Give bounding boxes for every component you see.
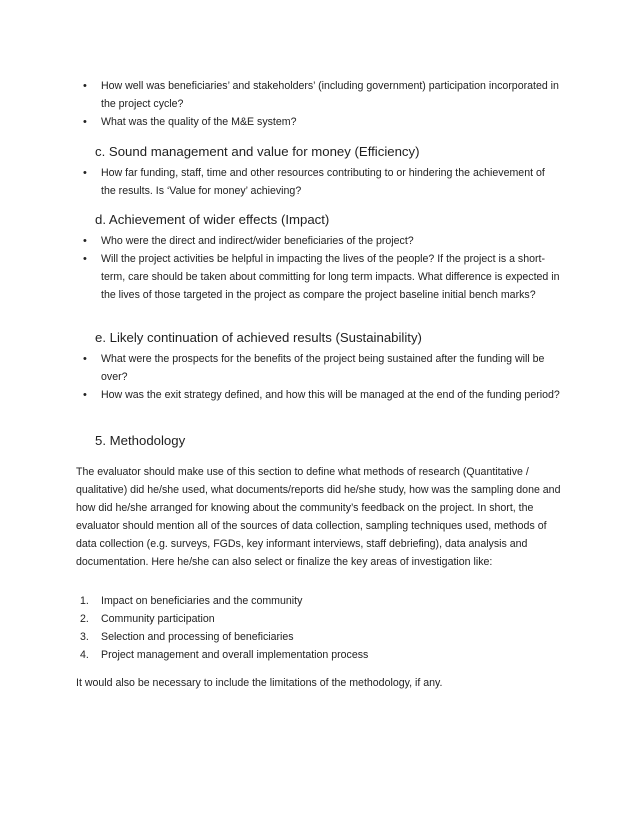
list-item: 4. Project management and overall implementation process (80, 649, 369, 661)
bullet-icon: • (83, 116, 87, 128)
list-item: • Will the project activities be helpful in impacting the lives of the people? If the project is a short-term, care should be taken about committing for long term impacts. What difference is expected in the lives of those targeted in the project as compare the project baseline initial bench marks? (0, 250, 561, 304)
bullet-list-top (0, 77, 561, 131)
closing-paragraph: It would also be necessary to include the limitations of the methodology, if any. (76, 677, 443, 689)
bullet-icon: • (83, 80, 87, 92)
heading-sustainability: e. Likely continuation of achieved results (Sustainability) (95, 330, 422, 345)
bullet-icon: • (83, 353, 87, 365)
bullet-icon: • (83, 389, 87, 401)
list-item: • How far funding, staff, time and other resources contributing to or hindering the achievement of the results. Is ‘Value for money’ achieving? (0, 164, 561, 200)
bullet-list-impact (0, 232, 561, 304)
list-item: 1. Impact on beneficiaries and the community (80, 595, 303, 607)
bullet-list-efficiency (0, 164, 561, 200)
list-item: 2. Community participation (80, 613, 215, 625)
list-item: • How was the exit strategy defined, and how this will be managed at the end of the funding period? (0, 386, 561, 404)
bullet-list-sustainability (0, 350, 561, 404)
numbered-list-areas (0, 592, 368, 664)
list-item: • Who were the direct and indirect/wider beneficiaries of the project? (0, 232, 561, 250)
list-item: • What were the prospects for the benefits of the project being sustained after the funding will be over? (0, 350, 561, 386)
heading-methodology: 5. Methodology (95, 433, 186, 448)
heading-impact: d. Achievement of wider effects (Impact) (95, 212, 330, 227)
bullet-icon: • (83, 235, 87, 247)
list-item: • How well was beneficiaries’ and stakeholders’ (including government) participation incorporated in the project cycle? (0, 77, 561, 113)
list-item: 3. Selection and processing of beneficiaries (80, 631, 294, 643)
methodology-paragraph: The evaluator should make use of this section to define what methods of research (Quantitative / qualitative) did he/she used, what documents/reports did he/she study, how was the sampling done and how did he/she arranged for knowing about the community’s feedback on the project. In short, the evaluator should mention all of the sources of data collection, sampling techniques used, methods of data collection (e.g. surveys, FGDs, key informant interviews, staff debriefing), data analysis and documentation. Here he/she can also select or finalize the key areas of investigation like: (76, 466, 561, 568)
bullet-icon: • (83, 253, 87, 265)
heading-efficiency: c. Sound management and value for money (Efficiency) (95, 144, 420, 159)
list-item: • What was the quality of the M&E system? (0, 113, 561, 131)
bullet-icon: • (83, 167, 87, 179)
